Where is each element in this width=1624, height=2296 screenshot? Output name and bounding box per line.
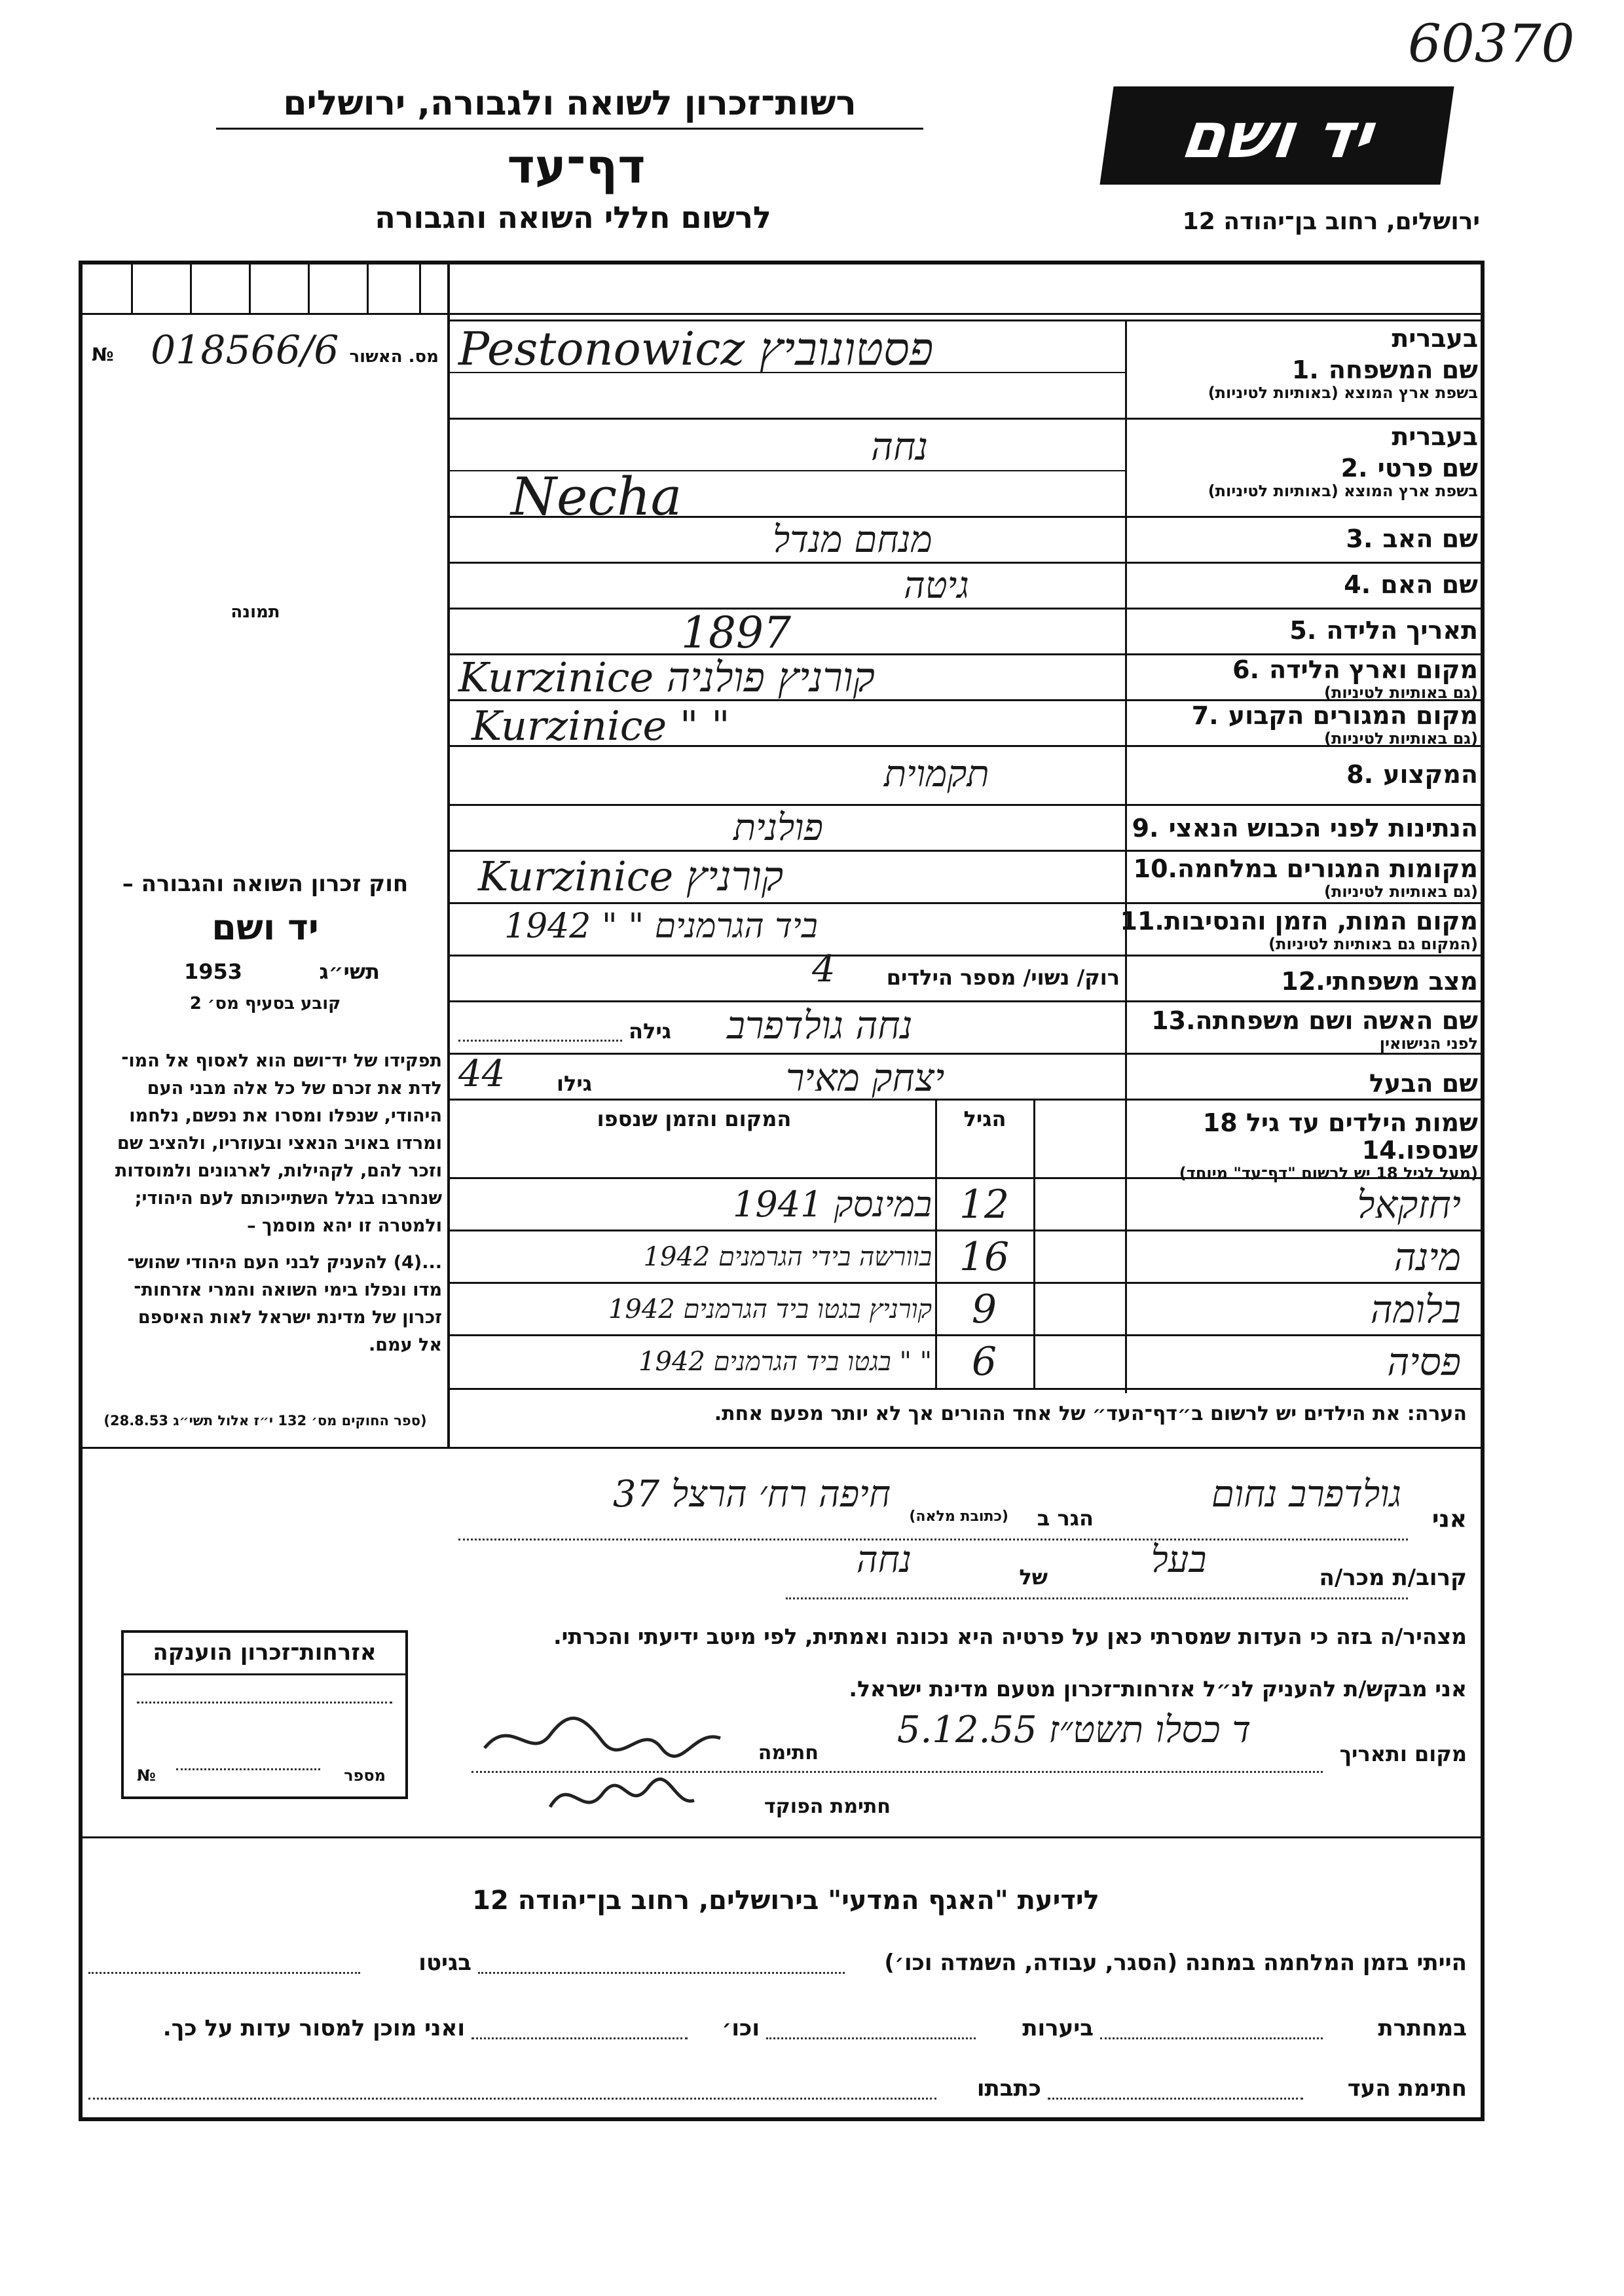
profession-value: תקמוית [884,753,989,795]
citizenship-box [121,1630,408,1799]
place-date-value: ד כסלו תשט״ז 5.12.55 [896,1709,1251,1751]
form-subtitle: לרשום חללי השואה והגבורה [375,200,771,235]
inspector-signature [544,1768,701,1827]
citizenship-label: הנתינות לפני הכבוש הנאצי [1168,814,1478,843]
place-date-label: מקום ותאריך [1339,1741,1467,1766]
of-label: של [1019,1565,1048,1590]
approval-value: 018566/6 [151,327,339,373]
in-hebrew-label-1: בעברית [1392,324,1478,353]
law-source: (ספר החוקים מס׳ 132 י״ז אלול תשי״ג 28.8.53) [103,1413,427,1429]
list-item: מינה 16 בוורשה בידי הגרמנים 1942 [643,1234,1461,1280]
inspector-label: חתימת הפוקד [764,1795,891,1818]
birthdate-label: תאריך הלידה [1326,616,1478,645]
wartime-residence-value: Kurzinice קורניץ [478,852,784,900]
wife-age-label: גילה [629,1019,672,1044]
corner-number: 60370 [1408,13,1575,74]
children-count-value: 4 [812,948,836,991]
citizenship-no-label: № [137,1766,156,1785]
law-name: יד ושם [212,907,319,948]
approval-no-label: № [92,344,114,365]
photo-label: תמונה [231,602,280,622]
footer-title: לידיעת "האגף המדעי" בירושלים, רחוב בן־יהודה 12 [472,1886,1099,1916]
note: הערה: את הילדים יש לרשום ב״דף־העד״ של אחד ההורים אך לא יותר מפעם אחת. [714,1402,1467,1425]
citizenship-title: אזרחות־זכרון הוענקה [124,1633,405,1675]
husband-age-value: 44 [458,1053,506,1095]
surname-label: שם המשפחה [1328,355,1478,384]
relative-value: בעל [1151,1539,1207,1581]
father-value: מנחם מנדל [773,519,932,561]
relative-label: קרוב/ת מכר/ה [1319,1565,1467,1591]
first-name-value: Necha [511,466,682,527]
children-label: שמות הילדים עד גיל 18 שנספו [1202,1108,1478,1165]
marital-status-label: מצב משפחתי [1325,967,1478,996]
husband-age-label: גילו [557,1071,593,1096]
declarant-address: חיפה רח׳ הרצל 37 [612,1473,891,1516]
footer-underground-label: במחתרת [1378,2015,1467,2041]
list-item: פסיה 6 " " בגטו ביד הגרמנים 1942 [638,1339,1461,1385]
footer-address-label: כתבתו [976,2075,1041,2102]
mother-label: שם האם [1380,570,1478,599]
footer-forests-label: ביערות [1022,2015,1094,2041]
first-name-label: שם פרטי [1377,454,1478,483]
husband-label: שם הבעל [1369,1069,1478,1098]
law-text: תפקידו של יד־ושם הוא לאסוף אל המו־ לדת את זכרם של כל אלה מבני העם היהודי, שנפלו ומסרו את נפשם, נלחמו ומרדו באויב הנאצי ובעוזריו, ולהציב שם וזכר להם, לקהילות, לארגונים ולמוסדות שנחרבו בגלל השתייכותם לעם היהודי; ולמטרה זו יהא מוסמך – ...(4) להעניק לבני העם היהודי שהוש־ מדו ונפלו בימי השואה והמרי אזרחות־ זכרון של מדינת ישראל לאות האיספם אל עמם. [115,1051,442,1355]
mother-value: גיטה [904,564,969,607]
husband-value: יצחק מאיר [786,1055,945,1100]
marital-options: רוק/ נשוי/ מספר הילדים [886,965,1120,990]
nationality-value: פולנית [733,807,823,849]
citizenship-number-label: מספר [344,1766,386,1785]
list-item: בלומה 9 קורניץ בגטו ביד הגרמנים 1942 [608,1286,1461,1332]
father-label: שם האב [1382,524,1478,553]
in-hebrew-label-2: בעברית [1392,422,1478,451]
death-place-value: 1942 " " ביד הגרמנים [504,907,818,946]
approval-label: מס. האשור [349,347,439,367]
first-name-heb-value: נחה [871,424,929,469]
footer-witness-sig-label: חתימת העד [1347,2075,1467,2102]
death-place-label: מקום המות, הזמן והנסיבות [1164,907,1478,936]
signature-label: חתימה [758,1741,819,1764]
yad-vashem-logo [1099,86,1454,185]
request-text: אני מבקש/ת להעניק לנ״ל אזרחות־זכרון מטעם מדינת ישראל. [849,1676,1467,1702]
resides-label: הגר ב [1037,1506,1094,1531]
col-age-header: הגיל [963,1106,1006,1131]
address: ירושלים, רחוב בן־יהודה 12 [1182,208,1480,235]
wife-name-value: נחה גולדפרב [727,1003,913,1048]
logo-text: יד ושם [1177,99,1377,172]
wartime-residence-label: מקומות המגורים במלחמה [1177,854,1478,883]
law-title: חוק זכרון השואה והגבורה – [122,871,409,897]
birthdate-value: 1897 [681,608,791,658]
residence-value: Kurzinice " " [471,702,730,750]
address-note: (כתובת מלאה) [909,1508,1008,1525]
surname-value: Pestonowicz פסטונוביץ [458,322,934,376]
declaration-text: מצהיר/ה בזה כי העדות שמסרתי כאן על פרטיה היא נכונה ואמתית, לפי מיטב ידיעתי והכרתי. [553,1624,1467,1649]
wife-name-label: שם האשה ושם משפחתה [1195,1006,1478,1035]
law-clause: קובע בסעיף מס׳ 2 [189,994,341,1013]
footer-ready-label: ואני מוכן למסור עדות על כך. [162,2015,465,2041]
list-item: יחזקאל 12 במינסק 1941 [733,1182,1461,1228]
authority-title: רשות־זכרון לשואה ולגבורה, ירושלים [283,84,857,123]
residence-label: מקום המגורים הקבוע [1228,701,1478,730]
footer-ghetto-label: בגיטו [418,1950,471,1976]
col-place-header: המקום והזמן שנספו [597,1106,792,1131]
birthplace-label: מקום וארץ הלידה [1269,655,1478,684]
profession-label: המקצוע [1383,760,1478,789]
footer-etc-label: וכו׳ [722,2015,760,2041]
footer-camp-label: הייתי בזמן המלחמה במחנה (הסגר, עבודה, השמדה וכו׳) [884,1950,1467,1976]
law-year: 1953 [183,959,242,984]
birthplace-value: Kurzinice קורניץ פולניה [458,653,875,701]
form-title: דף־עד [507,139,646,194]
i-label: אני [1431,1506,1467,1533]
labels-column: בעברית שם המשפחה.1 בשפת ארץ המוצא (באותיות לטיניות) בעברית שם פרטי.2 בשפת ארץ המוצא (באותיות לטיניות) שם האב.3 שם האם.4 תאריך הלידה.5 מקום וארץ הלידה.6 (גם באותיות לטיניות) מקום המגורים הקבוע.7 (גם באותיות לטיניות) המקצוע.8 הנתינות לפני הכבוש הנאצי.9 מקומות המגורים במלחמה.10 (גם באותיות לטיניות) מקום המות, הזמן והנסיבות.11 (המקום גם באותיות לטיניות) מצב משפחתי.12 שם האשה ושם משפחתה.13 לפני הנישואין שם הבעל שמות הילדים עד גיל 18 שנספו.14 (מעל לגיל 18 יש לרשום "דף־עד" מיוחד) [1120,324,1478,1182]
declarant-name: גולדפרב נחום [1211,1473,1401,1516]
of-value: נחה [856,1539,912,1581]
declarant-signature [471,1702,733,1768]
law-year-heb: תשי״ג [319,959,380,984]
